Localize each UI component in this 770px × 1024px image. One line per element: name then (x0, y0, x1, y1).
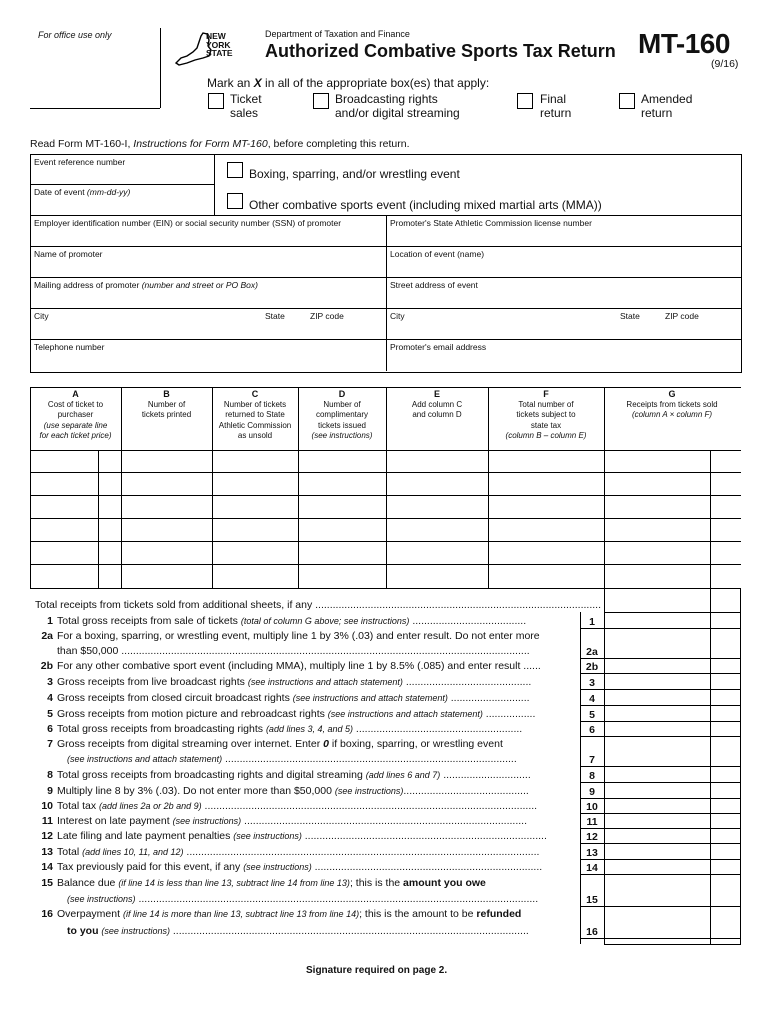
boxing-event-label: Boxing, sparring, and/or wrestling event (249, 167, 460, 181)
event-zip-label: ZIP code (665, 311, 699, 321)
form-id: MT-160 (638, 28, 730, 59)
line-number: 15 (41, 877, 53, 889)
line-number: 14 (41, 861, 53, 873)
col-line-a-cents (98, 450, 99, 588)
line-10-box-number: 10 (586, 801, 598, 813)
line-16-text: 16 Overpayment (if line 14 is more than line 13, subtract line 13 from line 14); this is the amount to be refunded (33, 908, 603, 921)
final-return-label: Final return (540, 92, 572, 120)
line-number: 4 (47, 692, 53, 704)
line-number: 13 (41, 846, 53, 858)
col-line-g-cents (710, 450, 711, 588)
event-location-label: Location of event (name) (390, 249, 485, 259)
amended-return-label: Amended return (641, 92, 693, 120)
line-4-amount-field[interactable] (605, 690, 710, 704)
additional-sheets-line: Total receipts from tickets sold from additional sheets, if any .................................................................................................. (35, 599, 602, 611)
line-6-box-number: 6 (589, 724, 595, 736)
line-number: 3 (47, 676, 53, 688)
ticket-sales-checkbox[interactable] (208, 93, 224, 109)
final-return-checkbox[interactable] (517, 93, 533, 109)
line-rule (580, 628, 741, 629)
column-a-header: A Cost of ticket to purchaser (use separate line for each ticket price) (39, 389, 112, 440)
line-number: 5 (47, 708, 53, 720)
line-6-text: 6 Total gross receipts from broadcasting rights (add lines 3, 4, and 5) ......................................................... (33, 723, 603, 736)
mailing-address-label: Mailing address of promoter (number and street or PO Box) (34, 280, 258, 290)
event-city-label: City (390, 311, 405, 321)
boxing-event-checkbox[interactable] (227, 162, 243, 178)
line-16-text: to you (see instructions) .......................................................................................................................... (67, 925, 529, 937)
line-8-text: 8 Total gross receipts from broadcasting rights and digital streaming (add lines 6 and 7) .............................. (33, 769, 603, 782)
line-15-text: (see instructions) ......................................................................................................................................... (67, 893, 539, 905)
line-14-box-number: 14 (586, 862, 598, 874)
office-use-box-right (160, 28, 161, 108)
line-2a-text: than $50,000 ............................................................................................................................................ (57, 645, 530, 657)
line-9-amount-field[interactable] (605, 783, 710, 797)
line-10-amount-field[interactable] (605, 798, 710, 812)
line-number: 9 (47, 785, 53, 797)
line-2b-text: 2b For any other combative sport event (including MMA), multiply line 1 by 8.5% (.085) and enter result ...... (33, 660, 603, 673)
column-c-header: C Number of tickets returned to State Athletic Commission as unsold (218, 389, 292, 440)
line-13-box-number: 13 (586, 847, 598, 859)
line-2a-box-number: 2a (586, 646, 598, 658)
event-date-label: Date of event (mm-dd-yy) (34, 187, 131, 197)
line-16-box-number: 16 (586, 926, 598, 938)
license-label: Promoter's State Athletic Commission license number (390, 218, 592, 228)
line-15-text: 15 Balance due (if line 14 is less than line 13, subtract line 14 from line 13); this is the amount you owe (33, 877, 603, 890)
line-1-text: 1 Total gross receipts from sale of tickets (total of column G above; see instructions) ....................................... (33, 615, 603, 628)
line-number: 10 (41, 800, 53, 812)
line-8-box-number: 8 (589, 770, 595, 782)
office-use-box-bottom (30, 108, 160, 109)
line-9-text: 9 Multiply line 8 by 3% (.03). Do not enter more than $50,000 (see instructions)........................................... (33, 785, 603, 798)
line-6-amount-field[interactable] (605, 721, 710, 735)
logo-text-new: NEW (206, 31, 226, 41)
event-reference-label: Event reference number (34, 157, 126, 167)
telephone-label: Telephone number (34, 342, 105, 352)
line-8-amount-field[interactable] (605, 767, 710, 781)
line-3-box-number: 3 (589, 677, 595, 689)
line-4-text: 4 Gross receipts from closed circuit broadcast rights (see instructions and attach statement) ........................... (33, 692, 603, 705)
line-15-amount-field[interactable] (605, 891, 710, 905)
line-7-amount-field[interactable] (605, 751, 710, 765)
line-2b-amount-field[interactable] (605, 658, 710, 672)
other-combative-label: Other combative sports event (including mixed martial arts (MMA)) (249, 198, 602, 212)
form-revision: (9/16) (711, 58, 739, 70)
promoter-zip-label: ZIP code (310, 311, 344, 321)
read-form-instruction: Read Form MT-160-I, Instructions for Form MT-160, before completing this return. (30, 138, 410, 150)
mark-instruction: Mark an X in all of the appropriate box(es) that apply: (207, 76, 490, 90)
email-label: Promoter's email address (390, 342, 487, 352)
broadcasting-label: Broadcasting rights and/or digital streaming (335, 92, 460, 120)
line-12-text: 12 Late filing and late payment penalties (see instructions) ................................................................................... (33, 830, 603, 843)
line-11-amount-field[interactable] (605, 813, 710, 827)
ticket-sales-label: Ticket sales (230, 92, 262, 120)
column-divider (386, 215, 387, 371)
department-name: Department of Taxation and Finance (265, 29, 410, 39)
line-13-text: 13 Total (add lines 10, 11, and 12) ......................................................................................................................... (33, 846, 603, 859)
amount-col-bottom (604, 944, 741, 945)
line-3-amount-field[interactable] (605, 674, 710, 688)
column-b-header: B Number of tickets printed (141, 389, 192, 419)
line-12-box-number: 12 (586, 831, 598, 843)
line-7-text: 7 Gross receipts from digital streaming over internet. Enter 0 if boxing, sparring, or wrestling event (33, 738, 603, 751)
promoter-name-label: Name of promoter (34, 249, 103, 259)
column-g-header: G Receipts from tickets sold (column A × column F) (626, 389, 718, 419)
line-5-amount-field[interactable] (605, 706, 710, 720)
line-16-amount-field[interactable] (605, 923, 710, 937)
line-number: 16 (41, 908, 53, 920)
office-use-label: For office use only (38, 30, 112, 40)
line-number: 6 (47, 723, 53, 735)
line-1-box-number: 1 (589, 616, 595, 628)
line-15-box-number: 15 (586, 894, 598, 906)
line-number: 1 (47, 615, 53, 627)
logo-text-state: STATE (206, 48, 233, 58)
form-title: Authorized Combative Sports Tax Return (265, 41, 616, 61)
column-f-header: F Total number of tickets subject to state tax (column B – column E) (505, 389, 587, 440)
promoter-state-label: State (265, 311, 285, 321)
line-5-text: 5 Gross receipts from motion picture and rebroadcast rights (see instructions and attach statement) ................. (33, 708, 603, 721)
line-9-box-number: 9 (589, 786, 595, 798)
table-bottom (30, 588, 741, 589)
other-combative-checkbox[interactable] (227, 193, 243, 209)
broadcasting-checkbox[interactable] (313, 93, 329, 109)
line-11-box-number: 11 (586, 816, 598, 828)
ref-date-divider (30, 184, 214, 185)
line-10-text: 10 Total tax (add lines 2a or 2b and 9) .................................................................................................................. (33, 800, 603, 813)
column-d-header: D Number of complimentary tickets issued (see instructions) (311, 389, 373, 440)
line-3-text: 3 Gross receipts from live broadcast rights (see instructions and attach statement) ........................................... (33, 676, 603, 689)
event-divider (214, 154, 215, 216)
amended-return-checkbox[interactable] (619, 93, 635, 109)
line-1-amount-field[interactable] (605, 613, 710, 627)
line-4-box-number: 4 (589, 693, 595, 705)
line-7-text: (see instructions and attach statement) .................................................................................................... (67, 753, 517, 765)
line-number: 2b (40, 660, 53, 672)
line-rule (580, 938, 741, 939)
line-14-amount-field[interactable] (605, 859, 710, 873)
line-number: 2a (41, 630, 53, 642)
signature-note: Signature required on page 2. (306, 965, 448, 976)
new-york-state-logo (173, 30, 235, 72)
line-rule (580, 906, 741, 907)
ein-ssn-label: Employer identification number (EIN) or social security number (SSN) of promoter (34, 218, 342, 228)
line-5-box-number: 5 (589, 709, 595, 721)
line-rule (580, 736, 741, 737)
street-address-label: Street address of event (390, 280, 478, 290)
column-e-header: E Add column C and column D (411, 389, 463, 419)
line-number: 7 (47, 738, 53, 750)
line-12-amount-field[interactable] (605, 828, 710, 842)
line-number: 8 (47, 769, 53, 781)
promoter-city-label: City (34, 311, 49, 321)
line-rule (604, 921, 741, 922)
line-2a-text: 2a For a boxing, sparring, or wrestling event, multiply line 1 by 3% (.03) and enter result. Do not enter more (33, 630, 603, 643)
line-7-box-number: 7 (589, 754, 595, 766)
line-rule (580, 874, 741, 875)
line-14-text: 14 Tax previously paid for this event, if any (see instructions) .............................................................................. (33, 861, 603, 874)
line-2b-box-number: 2b (585, 661, 599, 673)
line-11-text: 11 Interest on late payment (see instructions) ................................................................................................. (33, 815, 603, 828)
line-number: 12 (41, 830, 53, 842)
line-number: 11 (41, 815, 53, 827)
line-2a-amount-field[interactable] (605, 643, 710, 657)
event-state-label: State (620, 311, 640, 321)
logo-text-york: YORK (206, 39, 231, 50)
line-13-amount-field[interactable] (605, 844, 710, 858)
